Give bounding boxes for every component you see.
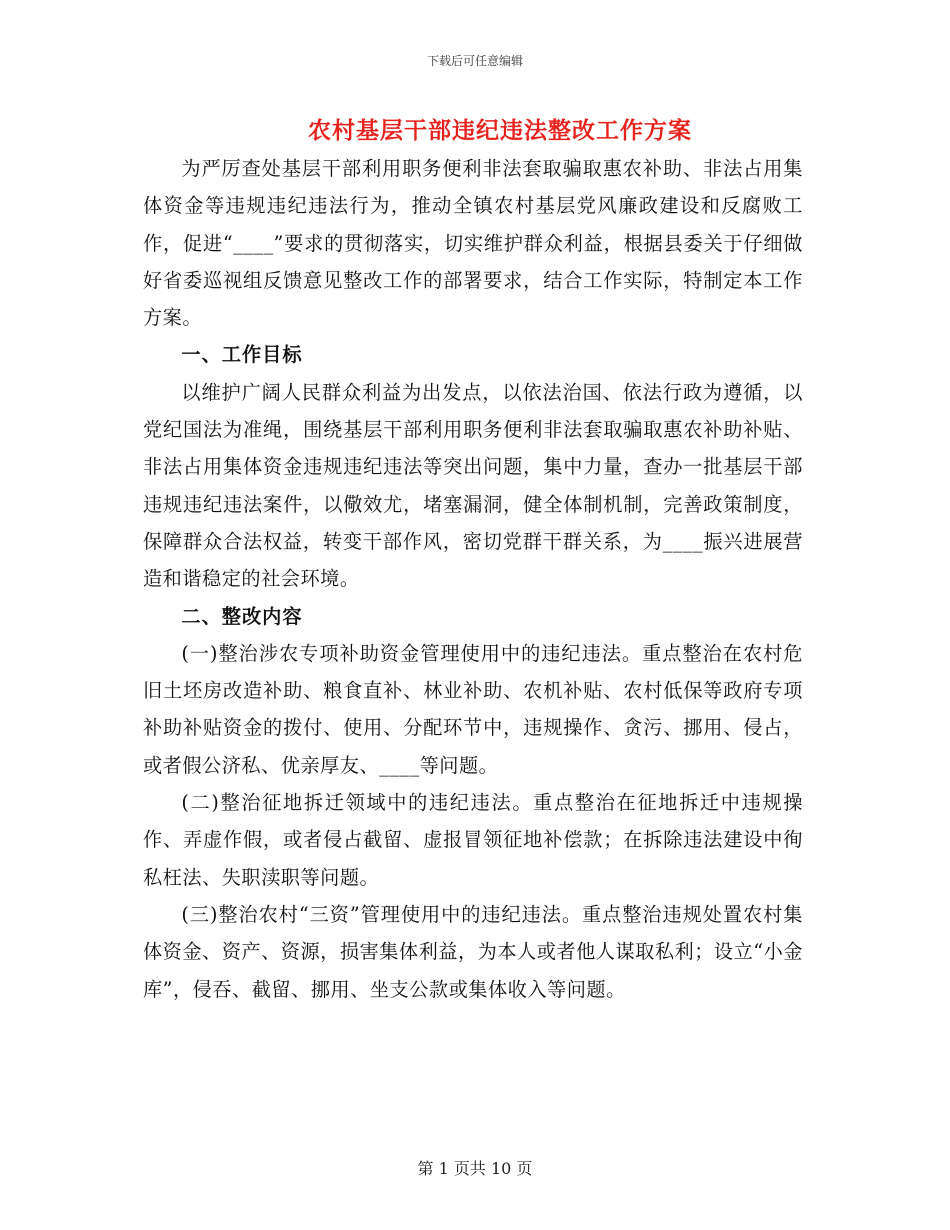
content-item-1: (一)整治涉农专项补助资金管理使用中的违纪违法。重点整治在农村危旧土坯房改造补助、粮食直补、林业补助、农机补贴、农村低保等政府专项补助补贴资金的拨付、使用、分配环节中，违规操作、贪污、挪用、侵占，或者假公济私、优亲厚友、____等问题。 [143,641,803,777]
intro-paragraph: 为严厉查处基层干部利用职务便利非法套取骗取惠农补助、非法占用集体资金等违规违纪违法行为，推动全镇农村基层党风廉政建设和反腐败工作，促进“____”要求的贯彻落实，切实维护群众利益，根据县委关于仔细做好省委巡视组反馈意见整改工作的部署要求，结合工作实际，特制定本工作方案。 [143,157,803,330]
content-item-2: (二)整治征地拆迁领域中的违纪违法。重点整治在征地拆迁中违规操作、弄虚作假，或者侵占截留、虚报冒领征地补偿款；在拆除违法建设中徇私枉法、失职渎职等问题。 [143,791,803,889]
document-body [143,150,803,1008]
document-title: 农村基层干部违纪违法整改工作方案 [308,117,692,144]
section-heading-goals: 一、工作目标 [181,343,303,367]
header-note: 下载后可任意编辑 [426,54,523,68]
page-number: 第 1 页共 10 页 [417,1159,533,1178]
goals-paragraph: 以维护广阔人民群众利益为出发点，以依法治国、依法行政为遵循，以党纪国法为准绳，围绕基层干部利用职务便利非法套取骗取惠农补助补贴、非法占用集体资金违规违纪违法等突出问题，集中力量，查办一批基层干部违规违纪违法案件，以儆效尤，堵塞漏洞，健全体制机制，完善政策制度，保障群众合法权益，转变干部作风，密切党群干群关系，为____振兴进展营造和谐稳定的社会环境。 [143,380,803,591]
content-item-3: (三)整治农村“三资”管理使用中的违纪违法。重点整治违规处置农村集体资金、资产、资源，损害集体利益，为本人或者他人谋取私利；设立“小金库”，侵吞、截留、挪用、坐支公款或集体收入等问题。 [143,902,803,1001]
section-heading-content: 二、整改内容 [181,604,303,628]
